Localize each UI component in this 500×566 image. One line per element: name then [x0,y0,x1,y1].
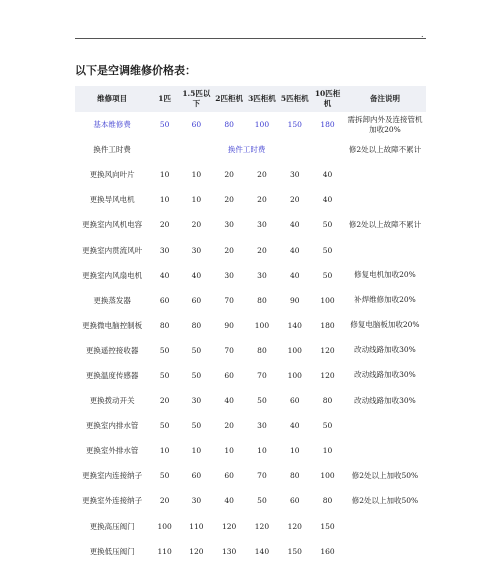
page-title: 以下是空调维修价格表： [75,64,196,77]
price-cell: 30 [224,270,234,280]
note-cell: 需拆卸内外及连接管机加收20% [347,114,423,134]
price-cell: 80 [322,396,333,406]
table-row [75,488,426,513]
price-cell: 30 [191,245,202,255]
price-cell: 80 [257,295,267,305]
price-cell: 30 [257,220,267,230]
column-header: 5匹柜机 [278,86,311,112]
note-cell: 改动线路加收30% [354,395,416,405]
item-cell: 更换室外排水管 [85,446,139,456]
price-cell: 120 [320,345,335,355]
price-cell: 20 [159,220,170,230]
price-cell: 60 [289,396,300,406]
price-cell: 40 [224,396,234,406]
note-cell [344,237,426,262]
price-cell: 30 [224,220,234,230]
column-header: 2匹柜机 [213,86,246,112]
price-cell: 20 [224,195,234,205]
item-cell: 更换室外连接纳子 [82,496,143,506]
price-cell: 60 [191,295,202,305]
top-rule [75,38,426,39]
price-cell: 120 [287,521,302,531]
price-cell: 80 [191,320,202,330]
price-cell: 160 [320,546,335,556]
price-cell: 50 [159,421,170,431]
price-cell: 20 [224,421,234,431]
table-row [75,212,426,237]
note-cell: 修复电脑板加收20% [350,320,420,330]
price-cell: 120 [254,521,270,531]
note-cell: 修2处以上加收50% [351,495,419,505]
header-mark: . [421,30,424,39]
price-cell: 120 [320,370,335,380]
price-cell: 60 [191,471,202,481]
price-cell: 100 [320,295,335,305]
price-cell: 70 [257,370,267,380]
price-cell: 150 [320,521,335,531]
price-cell: 50 [191,345,202,355]
price-cell: 50 [322,270,333,280]
table-row [75,338,426,363]
item-cell: 更换拨动开关 [89,396,135,406]
price-cell: 20 [159,496,170,506]
price-cell: 80 [159,320,170,330]
price-cell: 30 [289,170,300,180]
price-cell: 40 [159,270,170,280]
note-cell: 修2处以上故障不累计 [348,144,422,154]
table-row [75,263,426,288]
note-cell: 修2处以上故障不累计 [348,219,422,229]
price-cell: 70 [224,345,234,355]
price-cell: 30 [191,496,202,506]
table-row [75,438,426,463]
note-cell [344,162,426,187]
note-cell: 补焊维修加收20% [354,295,416,305]
item-cell: 更换导风电机 [89,195,135,205]
table-header-row [75,86,426,112]
column-header: 维修项目 [75,86,149,112]
item-cell: 更换室内排水管 [85,421,139,431]
price-cell: 180 [320,320,335,330]
price-cell: 100 [287,370,302,380]
price-cell: 80 [322,496,333,506]
price-cell: 60 [289,496,300,506]
price-cell: 100 [320,471,335,481]
price-cell: 150 [287,546,302,556]
price-cell: 20 [224,170,234,180]
note-cell [344,438,426,463]
price-cell: 20 [257,245,267,255]
price-cell: 180 [320,120,335,130]
table-row [75,187,426,212]
table-row [75,388,426,413]
price-cell: 10 [224,446,234,456]
price-cell: 40 [322,195,333,205]
note-cell [344,514,426,539]
table-row [75,514,426,539]
note-cell: 改动线路加收30% [354,345,416,355]
table-row [75,288,426,313]
price-cell: 40 [322,170,333,180]
table-row [75,237,426,262]
price-cell: 60 [159,295,170,305]
price-cell: 100 [157,521,172,531]
note-cell [344,413,426,438]
price-table [75,86,426,564]
column-header: 备注说明 [344,86,426,112]
price-cell: 60 [191,120,202,130]
price-cell: 10 [191,170,202,180]
price-cell: 90 [224,320,234,330]
item-cell: 更换遥控接收器 [85,345,139,355]
table-row [75,539,426,564]
price-cell: 20 [257,170,267,180]
price-cell: 20 [224,245,234,255]
price-cell: 130 [221,546,237,556]
price-cell: 10 [159,195,170,205]
price-cell: 10 [191,446,202,456]
price-cell: 30 [159,245,170,255]
item-cell: 更换室内贯流风叶 [82,245,143,255]
item-cell: 更换风向叶片 [89,170,135,180]
price-cell: 70 [257,471,267,481]
price-cell: 50 [322,421,333,431]
basic-fee-row [75,112,426,137]
price-cell: 120 [189,546,204,556]
column-header: 1匹 [149,86,180,112]
price-cell: 140 [287,320,302,330]
note-cell: 改动线路加收30% [354,370,416,380]
price-cell: 20 [191,220,202,230]
table-row [75,313,426,338]
price-cell: 70 [224,295,234,305]
price-cell: 110 [189,521,204,531]
note-cell [344,187,426,212]
price-cell: 90 [289,295,300,305]
note-cell: 修复电机加收20% [354,270,416,280]
price-cell: 150 [287,120,302,130]
merged-cell: 换件工时费 [227,145,266,155]
price-cell: 30 [191,396,202,406]
price-cell: 100 [287,345,302,355]
note-cell: 修2处以上加收50% [351,470,419,480]
item-cell: 更换蒸发器 [93,295,131,305]
column-header: 10匹柜机 [311,86,344,112]
price-cell: 20 [289,195,300,205]
item-cell: 更换高压阀门 [89,521,135,531]
price-cell: 50 [191,421,202,431]
price-cell: 80 [257,345,267,355]
price-cell: 30 [257,421,267,431]
item-cell: 更换温度传感器 [85,370,139,380]
price-cell: 10 [289,446,300,456]
price-cell: 100 [254,320,270,330]
price-cell: 110 [157,546,172,556]
price-cell: 80 [289,471,300,481]
price-cell: 10 [191,195,202,205]
price-cell: 40 [191,270,202,280]
column-header: 1.5匹以下 [180,86,213,112]
price-cell: 50 [191,370,202,380]
price-cell: 50 [159,120,170,130]
price-cell: 50 [159,471,170,481]
price-cell: 30 [257,270,267,280]
price-cell: 10 [257,446,267,456]
labor-fee-row [75,137,426,162]
note-cell [344,539,426,564]
price-cell: 50 [257,496,267,506]
item-cell: 更换室内风机电容 [82,220,143,230]
price-cell: 40 [289,421,300,431]
price-cell: 10 [159,170,170,180]
item-cell: 基本维修费 [93,120,131,130]
price-cell: 50 [322,220,333,230]
item-cell: 更换室内连接纳子 [82,471,143,481]
price-cell: 20 [257,195,267,205]
price-cell: 40 [289,270,300,280]
price-cell: 40 [224,496,234,506]
column-header: 3匹柜机 [246,86,279,112]
item-cell: 更换室内风扇电机 [82,270,143,280]
item-cell: 更换低压阀门 [89,546,135,556]
price-cell: 140 [254,546,270,556]
price-cell: 40 [289,220,300,230]
price-cell: 10 [159,446,170,456]
price-cell: 20 [159,396,170,406]
price-cell: 100 [254,120,270,130]
price-cell: 60 [224,370,234,380]
price-cell: 50 [159,345,170,355]
table-row [75,413,426,438]
table-row [75,363,426,388]
price-cell: 120 [221,521,237,531]
price-cell: 50 [257,396,267,406]
price-cell: 60 [224,471,234,481]
table-row [75,162,426,187]
item-cell: 更换微电脑控制板 [82,320,143,330]
price-cell: 40 [289,245,300,255]
table-row [75,463,426,488]
price-cell: 50 [322,245,333,255]
price-cell: 80 [224,120,234,130]
item-cell: 换件工时费 [93,145,131,155]
price-cell: 50 [159,370,170,380]
price-cell: 10 [322,446,333,456]
